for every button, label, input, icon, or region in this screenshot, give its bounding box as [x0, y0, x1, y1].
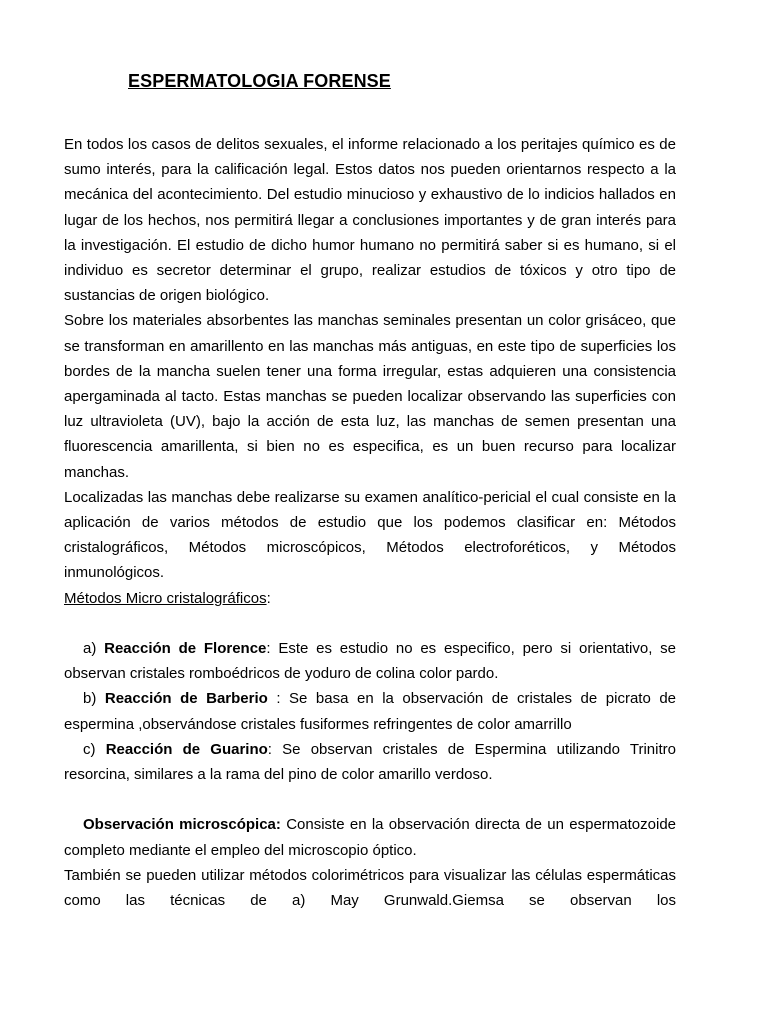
list-marker: a) — [83, 640, 97, 658]
observation-label: Observación microscópica: — [83, 816, 281, 834]
list-item-florence — [64, 636, 676, 686]
reaction-name: Reacción de Barberio — [104, 690, 268, 708]
document-body — [64, 132, 676, 913]
reaction-description: : Se basa en la observación de cristales de picrato de espermina ,observándose cristales fusiformes refringentes de color amarrillo — [64, 690, 677, 733]
paragraph-observation — [64, 812, 676, 862]
paragraph-intro: En todos los casos de delitos sexuales, el informe relacionado a los peritajes químico es de sumo interés, para la calificación legal. Estos datos nos pueden orientarnos respecto a la mecánica del acontecimiento. Del estudio minucioso y exhaustivo de lo indicios hallados en lugar de los hechos, nos permitirá llegar a conclusiones importantes y de gran interés para la investigación. El estudio de dicho humor humano no permitirá saber si es humano, si el individuo es secretor determinar el grupo, realizar estudios de tóxicos y otro tipo de sustancias de origen biológico. — [64, 136, 676, 305]
reaction-description: : Este es estudio no es especifico, pero si orientativo, se observan cristales romboédricos de yoduro de colina color pardo. — [64, 640, 676, 683]
blank-line — [64, 611, 676, 636]
reaction-name: Reacción de Florence — [104, 640, 267, 658]
list-item-barberio — [64, 686, 676, 736]
subheading-colon: : — [266, 589, 271, 607]
paragraph-stains: Sobre los materiales absorbentes las manchas seminales presentan un color grisáceo, que se transforman en amarillento en las manchas más antiguas, en este tipo de superficies los bordes de la mancha suelen tener una forma irregular, estas adquieren una consistencia apergaminada al tacto. Estas manchas se pueden localizar observando las superficies con luz ultravioleta (UV), bajo la acción de esta luz, las manchas de semen presentan una fluorescencia amarillenta, si bien no es especifica, es un buen recurso para localizar manchas. — [64, 312, 676, 481]
paragraph-methods: Localizadas las manchas debe realizarse su examen analítico-pericial el cual consiste en la aplicación de varios métodos de estudio que los podemos clasificar en: Métodos cristalográficos, Métodos microscópicos, Métodos electroforéticos, y Métodos inmunológicos. — [64, 488, 676, 582]
blank-line — [64, 787, 676, 812]
subheading-line — [64, 586, 676, 611]
reaction-name: Reacción de Guarino — [105, 740, 268, 758]
list-marker: c) — [83, 740, 96, 758]
document-title: ESPERMATOLOGIA FORENSE — [128, 71, 391, 91]
reaction-description: : Se observan cristales de Espermina utilizando Trinitro resorcina, similares a la rama del pino de color amarillo verdoso. — [64, 740, 676, 784]
list-item-guarino — [64, 737, 676, 787]
subheading-micro-cristalograficos: Métodos Micro cristalográficos — [64, 589, 267, 607]
list-marker: b) — [83, 690, 97, 708]
paragraph-colorimetric: También se pueden utilizar métodos colorimétricos para visualizar las células espermáticas como las técnicas de a) May Grunwald.Giemsa se observan los — [64, 866, 676, 910]
observation-text: Consiste en la observación directa de un espermatozoide completo mediante el empleo del microscopio óptico. — [64, 816, 677, 859]
